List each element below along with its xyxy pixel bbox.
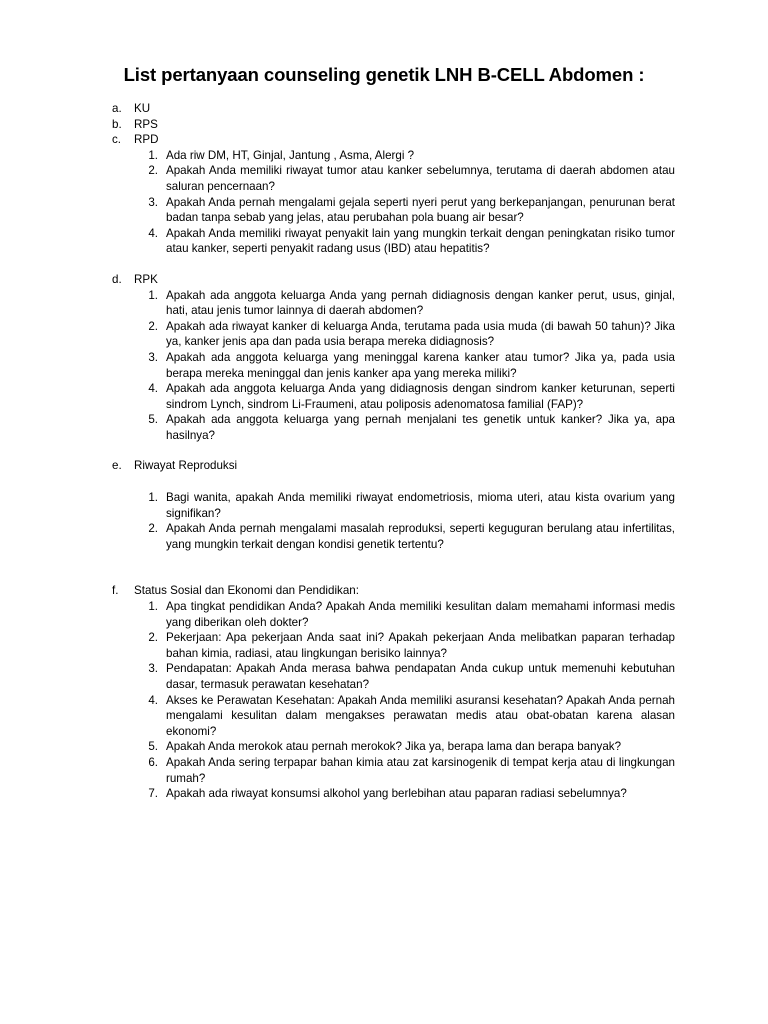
item-number: 3. [148, 350, 158, 364]
document-content [112, 101, 675, 802]
item-number: 5. [148, 413, 158, 427]
item-number: 4. [148, 693, 158, 707]
list-item [112, 661, 675, 692]
section-heading: Riwayat Reproduksi [134, 459, 238, 473]
item-text: Apakah Anda pernah mengalami masalah reproduksi, seperti keguguran berulang atau infertilitas, yang mungkin terkait dengan kondisi genetik tertentu? [166, 522, 675, 551]
section-letter: c. [112, 133, 122, 147]
section-rpk [112, 272, 675, 444]
list-item [112, 195, 675, 226]
item-number: 2. [148, 164, 158, 178]
item-number: 2. [148, 522, 158, 536]
list-item [112, 490, 675, 521]
item-number: 4. [148, 382, 158, 396]
item-text: Apakah ada anggota keluarga Anda yang pernah didiagnosis dengan kanker perut, usus, ginjal, hati, atau jenis tumor lainnya di daerah abdomen? [166, 288, 675, 318]
document-title: List pertanyaan counseling genetik LNH B-CELL Abdomen : [123, 64, 645, 85]
item-text: Apakah Anda merokok atau pernah merokok? Jika ya, berapa lama dan berapa banyak? [166, 740, 622, 754]
list-item [112, 739, 675, 755]
item-text: Bagi wanita, apakah Anda memiliki riwayat endometriosis, mioma uteri, atau kista ovarium yang signifikan? [166, 491, 675, 520]
section-heading: RPK [134, 272, 158, 286]
list-item [112, 599, 675, 630]
item-number: 6. [148, 755, 158, 769]
section-heading: Status Sosial dan Ekonomi dan Pendidikan: [134, 584, 359, 598]
item-text: Apakah Anda memiliki riwayat tumor atau kanker sebelumnya, terutama di daerah abdomen atau saluran pencernaan? [166, 164, 675, 193]
item-text: Akses ke Perawatan Kesehatan: Apakah Anda memiliki asuransi kesehatan? Apakah Anda pernah mengalami kesulitan dalam mengakses perawatan medis atau obat-obatan karena alasan ekonomi? [166, 693, 675, 738]
list-item [112, 755, 675, 786]
section-riwayat-reproduksi [112, 458, 675, 552]
list-item [112, 226, 675, 257]
list-item [112, 412, 675, 443]
item-number: 4. [148, 226, 158, 240]
item-number: 1. [148, 491, 158, 505]
list-item [112, 630, 675, 661]
item-text: Apa tingkat pendidikan Anda? Apakah Anda memiliki kesulitan dalam memahami informasi medis yang diberikan oleh dokter? [166, 600, 675, 629]
item-text: Ada riw DM, HT, Ginjal, Jantung , Asma, Alergi ? [166, 148, 415, 162]
list-item [112, 319, 675, 350]
item-text: Apakah ada anggota keluarga Anda yang didiagnosis dengan sindrom kanker keturunan, seperti sindrom Lynch, sindrom Li-Fraumeni, atau poliposis adenomatosa familial (FAP)? [166, 382, 675, 411]
item-text: Pekerjaan: Apa pekerjaan Anda saat ini? Apakah pekerjaan Anda melibatkan paparan terhadap bahan kimia, radiasi, atau lingkungan berisiko lainnya? [166, 631, 675, 660]
list-item [112, 350, 675, 381]
section-letter: a. [112, 102, 122, 115]
list-item [112, 521, 675, 552]
item-number: 2. [148, 319, 158, 333]
question-list [112, 288, 675, 444]
item-text: Apakah ada riwayat kanker di keluarga Anda, terutama pada usia muda (di bawah 50 tahun)? Jika ya, kanker jenis apa dan pada usia berapa mereka didiagnosis? [166, 319, 675, 349]
section-letter: e. [112, 459, 122, 473]
section-letter: b. [112, 117, 122, 131]
list-item [112, 288, 675, 319]
item-text: Apakah ada anggota keluarga yang pernah menjalani tes genetik untuk kanker? Jika ya, apa hasilnya? [166, 413, 675, 442]
section-rpd [112, 132, 675, 257]
list-item [112, 786, 675, 802]
item-text: Apakah ada riwayat konsumsi alkohol yang berlebihan atau paparan radiasi sebelumnya? [166, 787, 627, 801]
list-item [112, 148, 675, 164]
section-letter: f. [112, 584, 119, 598]
item-number: 1. [148, 288, 158, 302]
question-list [112, 490, 675, 552]
list-item [112, 693, 675, 740]
section-heading: KU [134, 102, 151, 115]
item-number: 2. [148, 631, 158, 645]
item-number: 1. [148, 148, 158, 162]
item-number: 3. [148, 195, 158, 209]
section-heading: RPD [134, 133, 159, 147]
item-text: Apakah Anda sering terpapar bahan kimia atau zat karsinogenik di tempat kerja atau di lingkungan rumah? [166, 755, 675, 785]
item-number: 5. [148, 740, 158, 754]
item-text: Apakah Anda memiliki riwayat penyakit lain yang mungkin terkait dengan peningkatan risiko tumor atau kanker, seperti penyakit radang usus (IBD) atau hepatitis? [166, 226, 675, 256]
section-status-sosial [112, 583, 675, 801]
section-ku [112, 101, 675, 117]
item-number: 3. [148, 662, 158, 676]
question-list [112, 148, 675, 257]
section-rps [112, 117, 675, 133]
item-text: Pendapatan: Apakah Anda merasa bahwa pendapatan Anda cukup untuk memenuhi kebutuhan dasar, termasuk perawatan kesehatan? [166, 662, 675, 691]
item-number: 7. [148, 787, 158, 801]
list-item [112, 163, 675, 194]
section-heading: RPS [134, 117, 158, 131]
question-list [112, 599, 675, 802]
item-number: 1. [148, 600, 158, 614]
section-letter: d. [112, 272, 122, 286]
item-text: Apakah Anda pernah mengalami gejala seperti nyeri perut yang berkepanjangan, penurunan berat badan tanpa sebab yang jelas, atau perubahan pola buang air besar? [166, 195, 675, 225]
item-text: Apakah ada anggota keluarga yang meninggal karena kanker atau tumor? Jika ya, pada usia berapa mereka meninggal dan jenis kanker apa yang mereka miliki? [166, 350, 675, 380]
list-item [112, 381, 675, 412]
